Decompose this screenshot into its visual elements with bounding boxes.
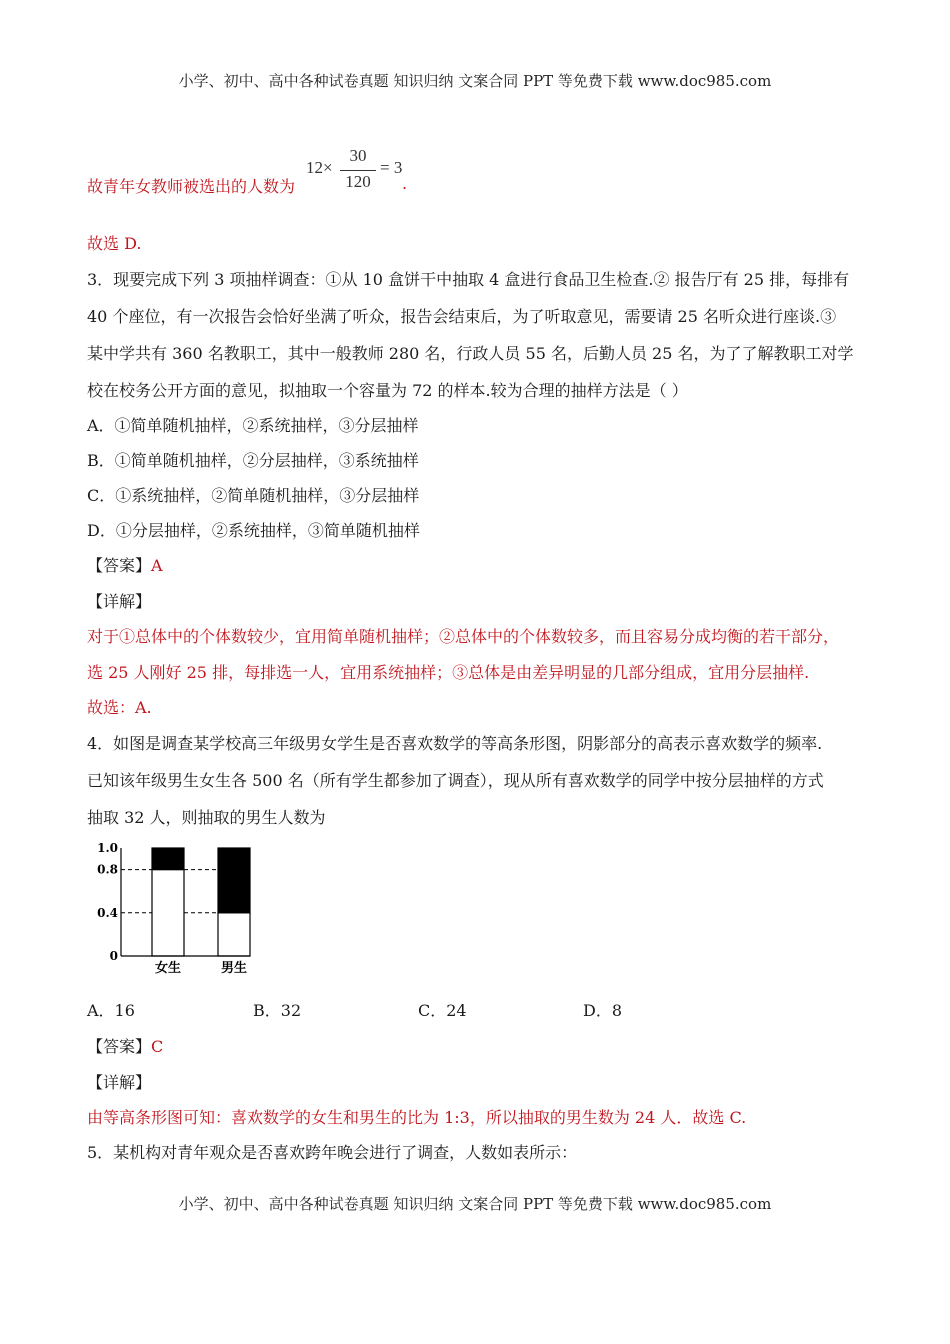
answer-label: 【答案】 xyxy=(87,1037,152,1056)
q3-detail-line: 对于①总体中的个体数较少，宜用简单随机抽样；②总体中的个体数较多，而且容易分成均衡的若干部分， xyxy=(87,627,840,646)
bar-segment xyxy=(218,913,250,956)
formula-left: 12× xyxy=(306,158,333,177)
prev-answer-line: 故选 D. xyxy=(87,234,142,253)
prev-conclusion-text: 故青年女教师被选出的人数为 xyxy=(87,177,296,196)
x-tick-label: 女生 xyxy=(154,961,182,976)
x-tick-label: 男生 xyxy=(220,961,248,976)
q4-answer xyxy=(87,1034,163,1057)
q4-detail-line: 由等高条形图可知：喜欢数学的女生和男生的比为 1:3，所以抽取的男生数为 24 人．故选 C. xyxy=(87,1108,747,1127)
equal-height-bar-chart xyxy=(90,838,270,980)
q4-option-b: B．32 xyxy=(253,1001,302,1020)
y-tick-label: 0.4 xyxy=(97,905,118,920)
q3-option-c: C．①系统抽样，②简单随机抽样，③分层抽样 xyxy=(87,486,420,505)
q4-option-d: D．8 xyxy=(583,1001,623,1020)
bar-segment xyxy=(152,870,184,956)
fraction-bar xyxy=(340,170,376,171)
q4-stem-line: 抽取 32 人，则抽取的男生人数为 xyxy=(87,808,326,827)
q4-option-a: A．16 xyxy=(87,1001,135,1020)
q3-detail-label: 【详解】 xyxy=(87,592,152,611)
q3-stem-line: 40 个座位，有一次报告会恰好坐满了听众，报告会结束后，为了听取意见，需要请 25 名听众进行座谈.③ xyxy=(87,307,837,326)
answer-label: 【答案】 xyxy=(87,556,152,575)
q4-option-c: C．24 xyxy=(418,1001,467,1020)
q5-stem-line: 5．某机构对青年观众是否喜欢跨年晚会进行了调查，人数如表所示： xyxy=(87,1143,578,1162)
bar-segment xyxy=(218,848,250,913)
q3-stem-line: 某中学共有 360 名教职工，其中一般教师 280 名，行政人员 55 名，后勤人员 25 名，为了了解教职工对学 xyxy=(87,344,854,363)
answer-value: C xyxy=(151,1037,164,1056)
q3-option-d: D．①分层抽样，②系统抽样，③简单随机抽样 xyxy=(87,521,420,540)
q4-detail-label: 【详解】 xyxy=(87,1073,152,1092)
q3-stem-line: 校在校务公开方面的意见，拟抽取一个容量为 72 的样本.较为合理的抽样方法是（ ） xyxy=(87,381,688,400)
fraction-formula xyxy=(306,148,406,194)
y-tick-label: 0 xyxy=(109,949,118,963)
bar-segment xyxy=(152,848,184,870)
y-tick-label: 0.8 xyxy=(97,862,118,877)
q4-stem-line: 4．如图是调查某学校高三年级男女学生是否喜欢数学的等高条形图，阴影部分的高表示喜欢数学的频率. xyxy=(87,734,823,753)
q3-option-a: A．①简单随机抽样，②系统抽样，③分层抽样 xyxy=(87,416,419,435)
q3-option-b: B．①简单随机抽样，②分层抽样，③系统抽样 xyxy=(87,451,419,470)
q3-stem-line: 3．现要完成下列 3 项抽样调查：①从 10 盒饼干中抽取 4 盒进行食品卫生检查.② 报告厅有 25 排，每排有 xyxy=(87,270,850,289)
formula-right: = 3 xyxy=(380,158,403,177)
formula-period: . xyxy=(402,174,408,193)
q3-answer xyxy=(87,553,163,576)
answer-value: A xyxy=(151,556,163,575)
q4-stem-line: 已知该年级男生女生各 500 名（所有学生都参加了调查），现从所有喜欢数学的同学中按分层抽样的方式 xyxy=(87,771,824,790)
page-header: 小学、初中、高中各种试卷真题 知识归纳 文案合同 PPT 等免费下载 www.doc985.com xyxy=(178,72,772,90)
q3-detail-line: 选 25 人刚好 25 排，每排选一人，宜用系统抽样；③总体是由差异明显的几部分组成，宜用分层抽样. xyxy=(87,663,810,682)
page-footer: 小学、初中、高中各种试卷真题 知识归纳 文案合同 PPT 等免费下载 www.doc985.com xyxy=(178,1195,772,1213)
formula-numerator: 30 xyxy=(349,146,367,165)
y-tick-label: 1.0 xyxy=(97,841,118,855)
q3-detail-line: 故选：A. xyxy=(87,698,152,717)
formula-denominator: 120 xyxy=(345,172,371,191)
